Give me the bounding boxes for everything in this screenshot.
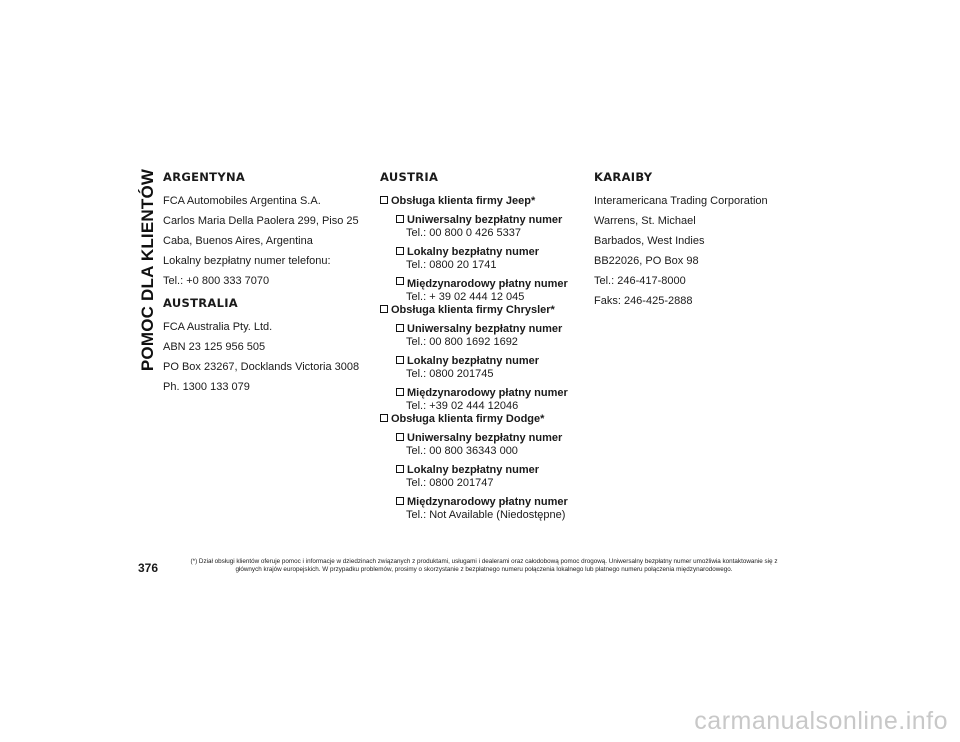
phone-number: Tel.: 00 800 0 426 5337 (406, 227, 521, 239)
number-entry (396, 464, 578, 490)
argentina-line: Lokalny bezpłatny numer telefonu: (163, 255, 331, 267)
page-number: 376 (138, 561, 159, 575)
service-group-label: Obsługa klienta firmy Chrysler* (391, 304, 555, 316)
phone-number: Tel.: 0800 201747 (406, 477, 494, 489)
square-bullet-icon (396, 433, 404, 441)
square-bullet-icon (380, 305, 388, 313)
phone-number: Tel.: 0800 201745 (406, 368, 494, 380)
service-group-dodge (380, 413, 578, 426)
heading-australia: AUSTRALIA (163, 296, 238, 310)
number-entry (396, 323, 578, 349)
square-bullet-icon (396, 497, 404, 505)
caribbean-line: BB22026, PO Box 98 (594, 255, 699, 267)
square-bullet-icon (396, 465, 404, 473)
footnote: (*) Dział obsługi klientów oferuje pomoc i informacje w dziedzinach związanych z produktami, usługami i dealerami oraz całodobową pomoc drogową. Uniwersalny bezpłatny numer umożliwia kontaktowanie się z głównych krajów europejskich. W przypadku problemów, prosimy o skorzystanie z bezpłatnego numeru połączenia lokalnego lub płatnego numeru połączenia międzynarodowego. (190, 558, 778, 573)
phone-number: Tel.: Not Available (Niedostępne) (406, 509, 566, 521)
number-type-label: Lokalny bezpłatny numer (407, 355, 540, 367)
phone-number: Tel.: 0800 20 1741 (406, 259, 497, 271)
square-bullet-icon (380, 414, 388, 422)
service-group-label: Obsługa klienta firmy Jeep* (391, 195, 536, 207)
number-entry (396, 355, 578, 381)
heading-caribbean: KARAIBY (594, 170, 653, 184)
argentina-line: Carlos Maria Della Paolera 299, Piso 25 (163, 215, 359, 227)
number-entry (396, 496, 578, 522)
number-entry (396, 214, 578, 240)
phone-number: Tel.: +39 02 444 12046 (406, 400, 519, 412)
number-type-label: Uniwersalny bezpłatny numer (407, 432, 563, 444)
number-entry (396, 432, 578, 458)
square-bullet-icon (396, 215, 404, 223)
number-type-label: Lokalny bezpłatny numer (407, 464, 540, 476)
column-right (594, 171, 794, 315)
number-type-label: Międzynarodowy płatny numer (407, 387, 568, 399)
number-entry (396, 246, 578, 272)
caribbean-line: Interamericana Trading Corporation (594, 195, 768, 207)
number-type-label: Międzynarodowy płatny numer (407, 278, 568, 290)
service-group-chrysler (380, 304, 578, 317)
number-entry (396, 387, 578, 413)
number-type-label: Uniwersalny bezpłatny numer (407, 323, 563, 335)
australia-line: FCA Australia Pty. Ltd. (163, 321, 273, 333)
caribbean-line: Tel.: 246-417-8000 (594, 275, 686, 287)
square-bullet-icon (396, 247, 404, 255)
square-bullet-icon (396, 356, 404, 364)
argentina-line: Caba, Buenos Aires, Argentina (163, 235, 313, 247)
section-side-tab (138, 160, 158, 380)
phone-number: Tel.: 00 800 36343 000 (406, 445, 518, 457)
square-bullet-icon (396, 388, 404, 396)
number-entry (396, 278, 578, 304)
number-type-label: Uniwersalny bezpłatny numer (407, 214, 563, 226)
service-group-label: Obsługa klienta firmy Dodge* (391, 413, 545, 425)
caribbean-line: Barbados, West Indies (594, 235, 705, 247)
argentina-line: FCA Automobiles Argentina S.A. (163, 195, 321, 207)
column-left (163, 171, 363, 401)
phone-number: Tel.: 00 800 1692 1692 (406, 336, 518, 348)
heading-austria: AUSTRIA (380, 170, 439, 184)
phone-number: Tel.: + 39 02 444 12 045 (406, 291, 525, 303)
argentina-line: Tel.: +0 800 333 7070 (163, 275, 270, 287)
australia-line: ABN 23 125 956 505 (163, 341, 266, 353)
section-side-tab-label: POMOC DLA KLIENTÓW (138, 168, 158, 372)
number-type-label: Lokalny bezpłatny numer (407, 246, 540, 258)
service-group-jeep (380, 195, 578, 208)
australia-line: Ph. 1300 133 079 (163, 381, 250, 393)
watermark: carmanualsonline.info (694, 707, 948, 735)
square-bullet-icon (380, 196, 388, 204)
column-middle (380, 171, 578, 528)
caribbean-line: Faks: 246-425-2888 (594, 295, 693, 307)
square-bullet-icon (396, 277, 404, 285)
heading-argentina: ARGENTYNA (163, 170, 246, 184)
number-type-label: Międzynarodowy płatny numer (407, 496, 568, 508)
australia-line: PO Box 23267, Docklands Victoria 3008 (163, 361, 360, 373)
caribbean-line: Warrens, St. Michael (594, 215, 696, 227)
square-bullet-icon (396, 324, 404, 332)
